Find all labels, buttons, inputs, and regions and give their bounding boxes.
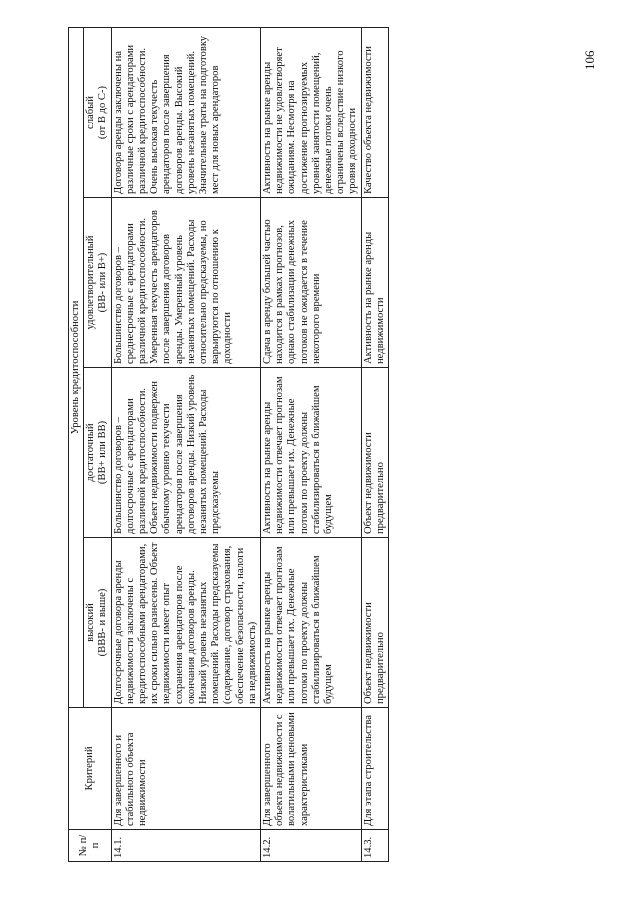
level-name: достаточный <box>85 423 97 482</box>
rotated-page <box>68 28 568 862</box>
row-number: 14.3. <box>361 830 388 862</box>
creditworthiness-table <box>68 27 389 862</box>
cell-satisfactory: Сдача в аренду большей частью находится в рамках прогнозов, однако стабилизации денежных потоков не ожидается в течение некоторого времени <box>261 198 362 368</box>
level-name: высокий <box>85 603 97 642</box>
row-criterion: Для этапа строительства <box>361 708 388 830</box>
table-row <box>111 28 260 862</box>
header-level-weak <box>84 28 111 198</box>
cell-sufficient: Большинство договоров – долгосрочные с арендаторами различной кредитоспособности. Объект недвижимости подвержен обычному уровню текучести арендаторов после завершения договоров аренды. Низкий уровень незанятых помещений. Расходы предсказуемы <box>111 368 260 538</box>
cell-weak: Активность на рынке аренды недвижимости не удовлетворяет ожиданиям. Несмотря на достижение прогнозируемых уровней занятости помещений, денежные потоки очень ограничены вследствие низкого уровня доходности <box>261 28 362 198</box>
cell-satisfactory: Активность на рынке аренды недвижимости <box>361 198 388 368</box>
level-name: слабый <box>85 96 97 129</box>
header-credit-level: Уровень кредитоспособности <box>69 28 84 708</box>
row-criterion: Для завершенного объекта недвижимости с волатильными ценовыми характеристиками <box>261 708 362 830</box>
level-name: удовлетворительный <box>85 235 97 330</box>
cell-sufficient: Объект недвижимости предварительно <box>361 368 388 538</box>
cell-high: Объект недвижимости предварительно <box>361 538 388 708</box>
level-grade: (ВВ- или В+) <box>97 252 109 313</box>
row-number: 14.2. <box>261 830 362 862</box>
table-row <box>261 28 362 862</box>
header-level-satisfactory <box>84 198 111 368</box>
page-number: 106 <box>582 50 597 70</box>
cell-weak: Договора аренды заключены на различные сроки с арендаторами различной кредитоспособности. Очень высокая текучесть арендаторов после завершения договоров аренды. Высокий уровень незанятых помещений. Значительные траты на подготовку мест для новых арендаторов <box>111 28 260 198</box>
row-number: 14.1. <box>111 830 260 862</box>
header-level-high <box>84 538 111 708</box>
header-criterion: Критерий <box>69 708 112 830</box>
cell-high: Активность на рынке аренды недвижимости отвечает прогнозам или превышает их. Денежные потоки по проекту должны стабилизироваться в ближайшем будущем <box>261 538 362 708</box>
header-num: № п/п <box>69 830 112 862</box>
level-grade: (ВВ+ или ВВ) <box>97 420 109 485</box>
cell-satisfactory: Большинство договоров – среднесрочные с арендаторами различной кредитоспособности. Умеренная текучесть арендаторов после завершения договоров аренды. Умеренный уровень незанятых помещений. Расходы относительно предсказуемы, но варьируются по отношению к доходности <box>111 198 260 368</box>
level-grade: (ВВВ- и выше) <box>97 588 109 657</box>
table-row <box>361 28 388 862</box>
cell-sufficient: Активность на рынке аренды недвижимости отвечает прогнозам или превышает их. Денежные потоки по проекту должны стабилизироваться в ближайшем будущем <box>261 368 362 538</box>
level-grade: (от В до С-) <box>97 85 109 140</box>
cell-weak: Качество объекта недвижимости <box>361 28 388 198</box>
cell-high: Долгосрочные договора аренды недвижимости заключены с кредитоспособными арендаторами, их сроки сильно разнесены. Объект недвижимости имеет опыт сохранения арендаторов после окончания договоров аренды. Низкий уровень незанятых помещений. Расходы предсказуемы (содержание, договор страхования, обеспечение безопасности, налоги на недвижимость) <box>111 538 260 708</box>
row-criterion: Для завершенного и стабильного объекта недвижимости <box>111 708 260 830</box>
header-level-sufficient <box>84 368 111 538</box>
